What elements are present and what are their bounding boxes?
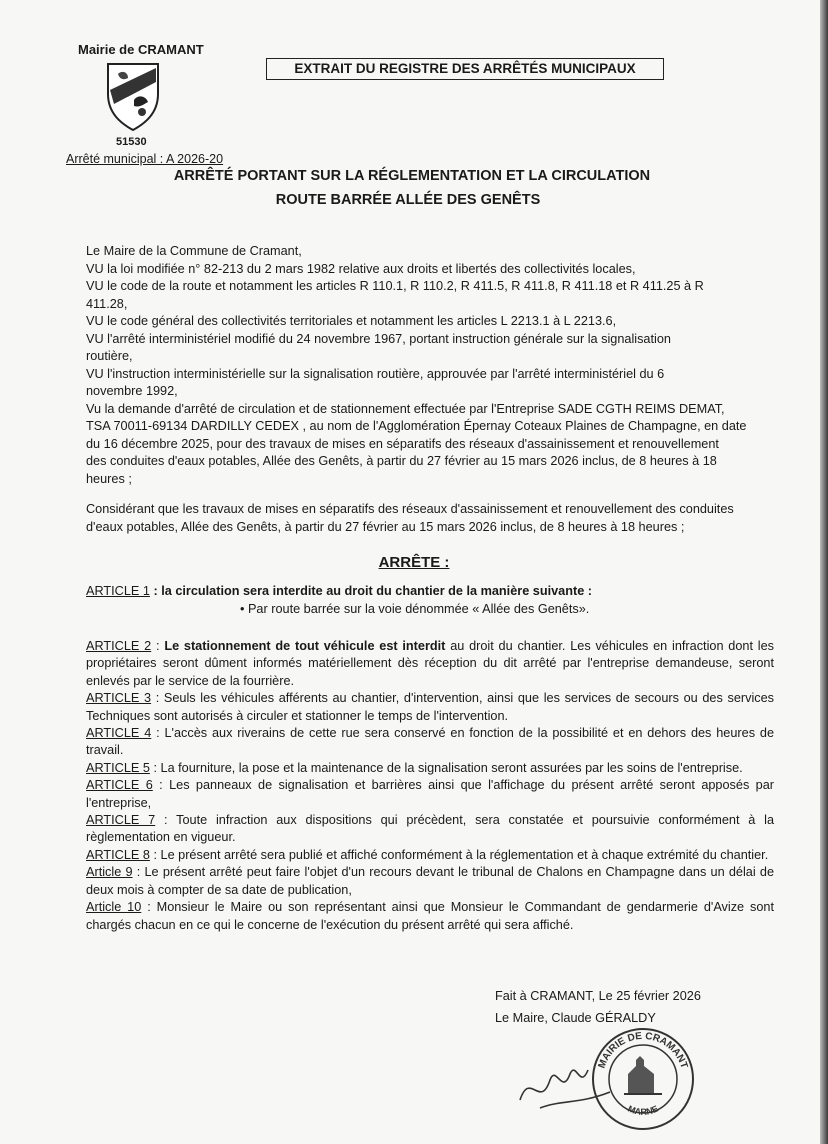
article-sep: : — [151, 639, 165, 653]
article-label: Article 10 — [86, 900, 142, 915]
article-text: L'accès aux riverains de cette rue sera conservé en fonction de la possibilité et en dehors des heures de travail. — [86, 726, 775, 758]
preamble-line: VU le code général des collectivités territoriales et notamment les articles L 2213.1 à L 2213.6, — [86, 314, 617, 328]
preamble-line: 411.28, — [86, 296, 128, 311]
article-sep: : — [155, 813, 177, 828]
article-5 — [86, 760, 774, 777]
preamble-line: VU la loi modifiée n° 82-213 du 2 mars 1982 relative aux droits et libertés des collectivités locales, — [86, 261, 636, 276]
article-text: Toute infraction aux dispositions qui précèdent, sera constatée et poursuivie conformément à la règlementation en vigueur. — [86, 813, 775, 845]
article-text: Le présent arrêté sera publié et affiché conformément à la réglementation et à chaque extrémité du chantier. — [160, 847, 769, 862]
article-1-bullet: • Par route barrée sur la voie dénommée « Allée des Genêts». — [240, 601, 590, 616]
preamble-line: des conduites d'eaux potables, Allée des Genêts, à partir du 27 février au 15 mars 2026 inclus, de 8 heures à 18 — [86, 454, 717, 468]
preamble-line: heures ; — [86, 471, 132, 486]
arrete-heading-text: ARRÊTE : — [378, 554, 450, 571]
considerant-line: Considérant que les travaux de mises en séparatifs des réseaux d'assainissement et renouvellement des conduites — [86, 502, 734, 516]
coat-of-arms-icon — [104, 60, 162, 132]
article-text: La fourniture, la pose et la maintenance de la signalisation seront assurées par les soins de l'entreprise. — [160, 760, 743, 775]
article-10 — [86, 899, 774, 934]
article-sep: : — [141, 900, 157, 915]
article-7 — [86, 812, 774, 847]
preamble-line: du 16 décembre 2025, pour des travaux de mises en séparatifs des réseaux d'assainissement et renouvellement — [86, 436, 719, 451]
svg-text:MARNE — [626, 1104, 659, 1117]
preamble — [86, 243, 776, 488]
signature-block — [495, 985, 701, 1029]
article-sep: : — [151, 691, 164, 706]
article-label: ARTICLE 2 — [86, 639, 152, 653]
article-text: : la circulation sera interdite au droit du chantier de la manière suivante : — [149, 584, 593, 598]
preamble-line: novembre 1992, — [86, 384, 178, 398]
article-text: au droit du chantier. Les véhicules en infraction dont les propriétaires seront dûment informés matériellement dès réception du dit arrêté par l'entreprise demandeuse, seront enlevés par le service de la fourrière. — [86, 639, 774, 688]
article-text: Les panneaux de signalisation et barrières ainsi que l'affichage du présent arrêté seront apposés par l'entreprise, — [86, 778, 775, 810]
article-label: ARTICLE 4 — [86, 726, 152, 741]
article-1 — [86, 583, 592, 618]
article-9 — [86, 864, 774, 899]
register-title: EXTRAIT DU REGISTRE DES ARRÊTÉS MUNICIPAUX — [266, 58, 664, 80]
mairie-town: CRAMANT — [137, 42, 204, 57]
preamble-line: Le Maire de la Commune de Cramant, — [86, 244, 302, 258]
arrete-heading — [0, 554, 828, 571]
article-sep: : — [149, 847, 161, 862]
article-sep: : — [132, 865, 145, 880]
article-label: ARTICLE 8 — [86, 847, 150, 862]
article-text: Monsieur le Maire ou son représentant ainsi que Monsieur le Commandant de gendarmerie d'Avize sont chargés chacun en ce qui le concerne de l'exécution du présent arrêté qui sera affiché. — [86, 900, 775, 932]
article-text: Le présent arrêté peut faire l'objet d'un recours devant le tribunal de Chalons en Champagne dans un délai de deux mois à compter de sa date de publication, — [86, 865, 775, 897]
article-3 — [86, 690, 774, 725]
article-4 — [86, 725, 774, 760]
mairie-prefix: Mairie de — [78, 42, 138, 57]
article-sep: : — [151, 726, 165, 741]
place-date: Fait à CRAMANT, Le 25 février 2026 — [495, 989, 701, 1003]
article-sep: : — [152, 778, 170, 793]
preamble-line: routière, — [86, 349, 133, 363]
page-edge — [820, 0, 828, 1144]
article-bold: Le stationnement de tout véhicule est interdit — [164, 639, 446, 653]
article-label: ARTICLE 3 — [86, 691, 152, 706]
articles — [86, 638, 774, 934]
article-label: ARTICLE 7 — [86, 813, 156, 828]
article-8 — [86, 847, 774, 864]
article-sep: : — [149, 760, 161, 775]
article-6 — [86, 777, 774, 812]
document-title-line1: ARRÊTÉ PORTANT SUR LA RÉGLEMENTATION ET LA CIRCULATION — [173, 168, 651, 184]
preamble-line: VU l'arrêté interministériel modifié du 24 novembre 1967, portant instruction générale sur la signalisation — [86, 331, 671, 346]
document-title-line2: ROUTE BARRÉE ALLÉE DES GENÊTS — [275, 192, 541, 208]
article-text: Seuls les véhicules afférents au chantier, d'intervention, ainsi que les services de secours ou des services Techniques sont autorisés à circuler et stationner le temps de l'intervention. — [86, 691, 775, 723]
arrete-reference: Arrêté municipal : A 2026-20 — [66, 152, 224, 166]
preamble-line: TSA 70011-69134 DARDILLY CEDEX , au nom de l'Agglomération Épernay Coteaux Plaines de Champagne, en date — [86, 419, 747, 433]
preamble-line: VU le code de la route et notamment les articles R 110.1, R 110.2, R 411.5, R 411.8, R 411.18 et R 411.25 à R — [86, 279, 704, 293]
mairie-name — [78, 42, 204, 57]
stamp-bottom-text: MARNE — [626, 1103, 660, 1117]
article-2 — [86, 638, 774, 690]
article-label: ARTICLE 6 — [86, 778, 153, 793]
mairie-stamp-icon — [588, 1024, 698, 1134]
postcode: 51530 — [116, 136, 147, 148]
preamble-line: Vu la demande d'arrêté de circulation et de stationnement effectuée par l'Entreprise SADE CGTH REIMS DEMAT, — [86, 401, 725, 416]
article-label: ARTICLE 5 — [86, 760, 150, 775]
article-label: ARTICLE 1 — [86, 584, 150, 598]
preamble-line: VU l'instruction interministérielle sur la signalisation routière, approuvée par l'arrêté interministériel du 6 — [86, 366, 665, 381]
stamp-text: MAIRIE DE CRAMANT — [596, 1030, 690, 1070]
signatory: Le Maire, Claude GÉRALDY — [495, 1011, 656, 1025]
considerant-line: d'eaux potables, Allée des Genêts, à partir du 27 février au 15 mars 2026 inclus, de 8 heures à 18 heures ; — [86, 519, 685, 534]
article-label: Article 9 — [86, 865, 133, 880]
considerant — [86, 501, 776, 536]
